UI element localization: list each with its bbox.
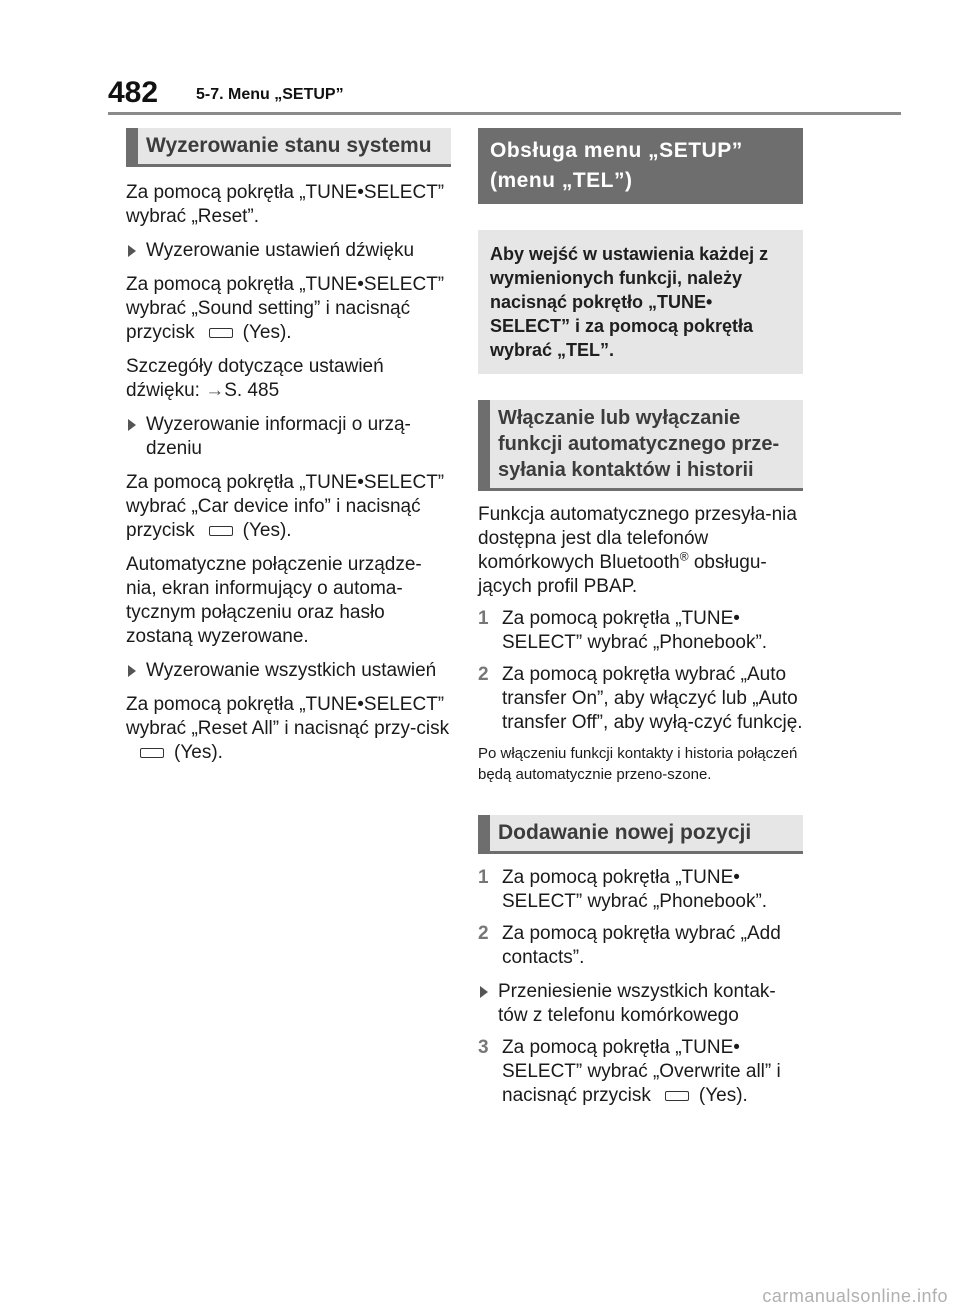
- heading-add-entry: Dodawanie nowej pozycji: [478, 815, 803, 854]
- text-fragment: Za pomocą pokrętła „TUNE•SELECT” wybrać „Reset All” i nacisnąć przy-cisk: [126, 694, 450, 739]
- text-fragment: obsługu-jących profil PBAP.: [478, 552, 767, 597]
- transfer-note: Po włączeniu funkcji kontakty i historia połączeń będą automatycznie przeno-szone.: [478, 745, 798, 783]
- step-text: Za pomocą pokrętła wybrać „Auto transfer On”, aby włączyć lub „Auto transfer Off”, aby wyłą-czyć funkcję.: [502, 664, 803, 733]
- text-fragment: (Yes).: [174, 742, 223, 763]
- sound-reset-text: [126, 273, 451, 345]
- header-divider: [108, 112, 901, 115]
- text-fragment: Funkcja automatycznego przesyła-nia dostępna jest dla telefonów komórkowych Bluetooth: [478, 504, 797, 573]
- step-text: Za pomocą pokrętła wybrać „Add contacts”.: [502, 923, 781, 968]
- arrow-icon: →: [205, 380, 225, 401]
- step-text: (Yes).: [698, 1085, 748, 1106]
- subheading-transfer-all: [478, 980, 803, 1028]
- triangle-bullet-icon: [128, 665, 136, 677]
- page-number: 482: [108, 76, 159, 109]
- step-text: Za pomocą pokrętła „TUNE• SELECT” wybrać „Phonebook”.: [502, 867, 768, 912]
- subheading-device-info-reset: [126, 413, 451, 461]
- step-number: 2: [478, 664, 489, 685]
- step-item: [478, 866, 803, 914]
- step-item: [478, 922, 803, 970]
- left-column: [126, 128, 451, 765]
- step-item: [478, 607, 803, 655]
- step-item: [478, 1036, 803, 1108]
- button-symbol-icon: [665, 1091, 689, 1101]
- text-fragment: (Yes).: [242, 322, 292, 343]
- subheading-label: Wyzerowanie wszystkich ustawień: [146, 660, 437, 681]
- intro-text: Za pomocą pokrętła „TUNE•SELECT” wybrać „Reset”.: [126, 182, 445, 227]
- page-reference-link[interactable]: S. 485: [224, 380, 280, 401]
- text-fragment: Szczegóły dotyczące ustawień dźwięku:: [126, 356, 384, 401]
- text-fragment: Za pomocą pokrętła „TUNE•SELECT” wybrać „Car device info” i nacisnąć przycisk: [126, 472, 445, 541]
- step-number: 2: [478, 923, 489, 944]
- device-info-reset-text: [126, 471, 451, 543]
- subheading-label: Wyzerowanie informacji o urzą-dzeniu: [146, 414, 411, 459]
- step-text: Za pomocą pokrętła „TUNE• SELECT” wybrać „Phonebook”.: [502, 608, 768, 653]
- heading-system-reset: Wyzerowanie stanu systemu: [126, 128, 451, 167]
- subheading-sound-reset: [126, 239, 451, 263]
- sound-reset-detail: [126, 355, 451, 403]
- text-fragment: Za pomocą pokrętła „TUNE•SELECT” wybrać „Sound setting” i nacisnąć przycisk: [126, 274, 445, 343]
- step-number: 1: [478, 867, 489, 888]
- triangle-bullet-icon: [128, 245, 136, 257]
- triangle-bullet-icon: [480, 986, 488, 998]
- subheading-reset-all: [126, 659, 451, 683]
- registered-mark: ®: [679, 549, 689, 564]
- subheading-label: Wyzerowanie ustawień dźwięku: [146, 240, 415, 261]
- step-number: 1: [478, 608, 489, 629]
- reset-all-text: [126, 693, 451, 765]
- heading-auto-transfer: Włączanie lub wyłączanie funkcji automatycznego prze-syłania kontaktów i historii: [478, 400, 803, 491]
- step-item: [478, 663, 803, 735]
- watermark: carmanualsonline.info: [762, 1286, 948, 1306]
- subheading-label: Przeniesienie wszystkich kontak-tów z telefonu komórkowego: [498, 981, 776, 1026]
- auto-transfer-intro: [478, 503, 803, 599]
- button-symbol-icon: [209, 328, 233, 338]
- device-info-reset-detail: Automatyczne połączenie urządze-nia, ekran informujący o automa-tycznym połączeniu oraz hasło zostaną wyzerowane.: [126, 554, 422, 647]
- info-box: Aby wejść w ustawienia każdej z wymienionych funkcji, należy nacisnąć pokrętło „TUNE• SELECT” i za pomocą pokrętła wybrać „TEL”.: [478, 230, 803, 374]
- section-title: 5-7. Menu „SETUP”: [196, 86, 344, 103]
- step-number: 3: [478, 1037, 489, 1058]
- step-text: Za pomocą pokrętła „TUNE• SELECT” wybrać „Overwrite all” i nacisnąć przycisk: [502, 1037, 781, 1106]
- heading-setup-tel-menu: Obsługa menu „SETUP” (menu „TEL”): [478, 128, 803, 204]
- triangle-bullet-icon: [128, 419, 136, 431]
- text-fragment: (Yes).: [242, 520, 292, 541]
- right-column: [478, 128, 803, 1108]
- button-symbol-icon: [140, 748, 164, 758]
- button-symbol-icon: [209, 526, 233, 536]
